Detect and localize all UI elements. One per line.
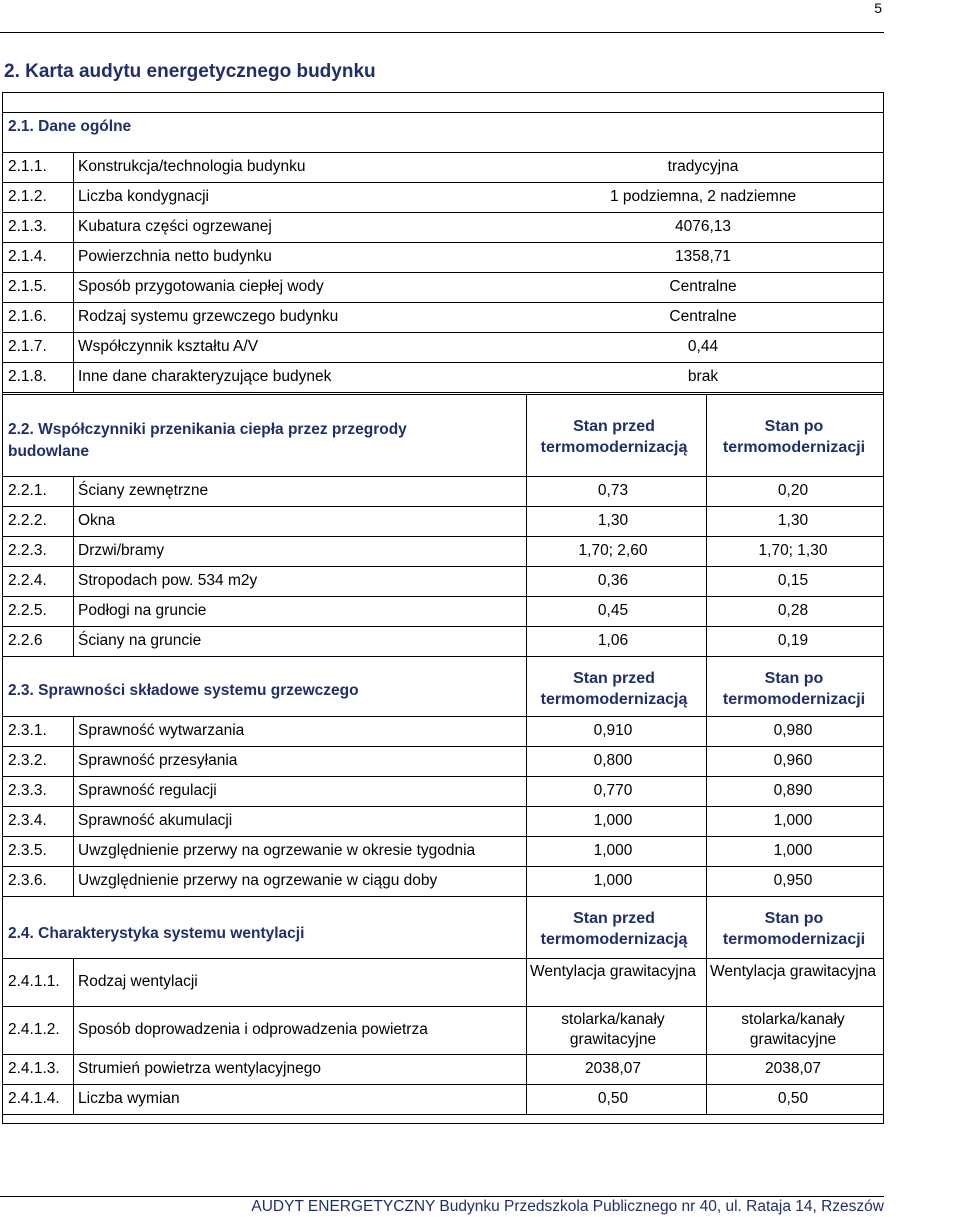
value-before: 2038,07 [584,1060,642,1077]
table-row [2,272,884,302]
row-number: 2.1.2. [8,188,47,205]
value-after: stolarka/kanały grawitacyjne [741,1011,845,1048]
grid-line [2,182,884,183]
row-label: Współczynnik kształtu A/V [78,338,259,355]
row-number: 2.1.5. [8,278,47,295]
row-number: 2.2.2. [8,512,47,529]
row-number: 2.1.4. [8,248,47,265]
grid-line [706,656,707,716]
grid-line [526,394,527,476]
grid-line [2,1006,884,1007]
row-value: 4076,13 [674,218,732,235]
table-row [2,332,884,362]
col-header-after: Stan po termomodernizacji [722,910,866,948]
row-number: 2.3.2. [8,752,47,769]
grid-line [2,1114,884,1115]
table-row [2,626,884,656]
value-after: 1,000 [773,812,813,829]
table-row [2,152,884,182]
value-before: 1,000 [593,872,633,889]
grid-line [2,596,884,597]
value-after: 1,000 [773,842,813,859]
row-number: 2.1.6. [8,308,47,325]
grid-line [2,1084,884,1085]
grid-line [2,476,884,477]
table-row [2,302,884,332]
value-before: 0,910 [593,722,633,739]
value-before: 1,30 [597,512,629,529]
table-row [2,1084,884,1114]
section-2-3-heading: 2.3. Sprawności składowe systemu grzewczego [8,682,359,699]
value-before: 1,000 [593,842,633,859]
value-before: stolarka/kanały grawitacyjne [561,1011,665,1048]
table-row [2,1054,884,1084]
row-label: Sposób przygotowania ciepłej wody [78,278,324,295]
grid-line [2,394,884,395]
value-after: 0,50 [777,1090,809,1107]
row-number: 2.4.1.2. [8,1021,60,1038]
value-after: 0,950 [773,872,813,889]
value-before: 1,06 [597,632,629,649]
grid-line [2,958,884,959]
value-after: 0,28 [777,602,809,619]
grid-line [706,896,707,958]
value-after: 0,20 [777,482,809,499]
row-number: 2.3.4. [8,812,47,829]
row-value: Centralne [669,278,737,295]
table-row [2,476,884,506]
grid-line [2,656,884,657]
value-after: 2038,07 [764,1060,822,1077]
row-label: Inne dane charakteryzujące budynek [78,368,332,385]
grid-line [2,506,884,507]
row-number: 2.3.5. [8,842,47,859]
row-number: 2.2.5. [8,602,47,619]
col-header-after: Stan po termomodernizacji [722,418,866,456]
value-after: 0,890 [773,782,813,799]
grid-line [706,394,707,476]
grid-line [526,656,527,716]
grid-line [2,362,884,363]
row-label: Liczba kondygnacji [78,188,209,205]
row-number: 2.1.7. [8,338,47,355]
value-after: 1,70; 1,30 [758,542,828,559]
row-label: Kubatura części ogrzewanej [78,218,272,235]
table-row [2,958,884,1006]
grid-line [2,1054,884,1055]
row-number: 2.4.1.3. [8,1060,60,1077]
table-row [2,866,884,896]
value-before: 1,000 [593,812,633,829]
table-row [2,362,884,392]
grid-line [2,746,884,747]
row-label: Konstrukcja/technologia budynku [78,158,306,175]
grid-line [2,332,884,333]
table-row [2,566,884,596]
row-label: Sprawność wytwarzania [78,722,245,739]
grid-line [2,566,884,567]
grid-line [2,536,884,537]
row-label: Uwzględnienie przerwy na ogrzewanie w ciągu doby [78,872,438,889]
grid-line [73,958,74,1114]
value-after: 1,30 [777,512,809,529]
row-number: 2.2.3. [8,542,47,559]
row-label: Powierzchnia netto budynku [78,248,272,265]
value-after: 0,960 [773,752,813,769]
value-after: 0,980 [773,722,813,739]
row-label: Podłogi na gruncie [78,602,207,619]
grid-line [2,242,884,243]
grid-line [706,958,707,1114]
value-before: 0,73 [597,482,629,499]
table-row [2,836,884,866]
grid-line [2,272,884,273]
value-before: Wentylacja grawitacyjna [530,963,696,980]
table-row [2,182,884,212]
grid-line [2,866,884,867]
page-footer: AUDYT ENERGETYCZNY Budynku Przedszkola Publicznego nr 40, ul. Rataja 14, Rzeszów [251,1198,884,1215]
grid-line [526,896,527,958]
value-before: 0,36 [597,572,629,589]
table-row [2,746,884,776]
row-number: 2.1.1. [8,158,47,175]
table-row [2,806,884,836]
value-before: 0,50 [597,1090,629,1107]
grid-line [2,716,884,717]
table-row [2,1006,884,1054]
row-value: tradycyjna [667,158,739,175]
grid-line [2,112,884,113]
table-row [2,212,884,242]
row-number: 2.2.4. [8,572,47,589]
row-label: Ściany zewnętrzne [78,482,209,499]
row-number: 2.1.3. [8,218,47,235]
table-row [2,776,884,806]
row-number: 2.3.1. [8,722,47,739]
value-after: 0,19 [777,632,809,649]
section-2-4-heading: 2.4. Charakterystyka systemu wentylacji [8,925,305,942]
row-value: brak [687,368,719,385]
value-before: 1,70; 2,60 [578,542,648,559]
col-header-before: Stan przed termomodernizacją [540,418,688,456]
grid-line [2,392,884,393]
row-label: Sprawność akumulacji [78,812,233,829]
col-header-before: Stan przed termomodernizacją [540,910,688,948]
row-number: 2.3.3. [8,782,47,799]
page-number: 5 [874,0,882,16]
footer-rule [0,1196,884,1197]
grid-line [2,152,884,153]
header-rule [0,32,884,33]
table-row [2,242,884,272]
row-number: 2.4.1.4. [8,1090,60,1107]
col-header-after: Stan po termomodernizacji [722,670,866,708]
value-before: 0,800 [593,752,633,769]
row-number: 2.2.1. [8,482,47,499]
grid-line [2,302,884,303]
row-label: Rodzaj systemu grzewczego budynku [78,308,339,325]
row-label: Okna [78,512,116,529]
document-title: 2. Karta audytu energetycznego budynku [4,61,376,82]
row-label: Sprawność przesyłania [78,752,238,769]
row-value: 1358,71 [674,248,732,265]
grid-line [2,896,884,897]
row-number: 2.3.6. [8,872,47,889]
row-number: 2.4.1.1. [8,973,60,990]
row-value: Centralne [669,308,737,325]
section-2-2-heading: 2.2. Współczynniki przenikania ciepła przez przegrody budowlane [8,421,407,460]
value-after: 0,15 [777,572,809,589]
row-number: 2.2.6 [8,632,43,649]
grid-line [2,626,884,627]
grid-line [2,836,884,837]
row-number: 2.1.8. [8,368,47,385]
row-label: Rodzaj wentylacji [78,973,198,990]
table-row [2,716,884,746]
value-after: Wentylacja grawitacyjna [710,963,876,980]
row-label: Drzwi/bramy [78,542,165,559]
row-label: Liczba wymian [78,1090,180,1107]
row-value: 0,44 [687,338,719,355]
table-row [2,536,884,566]
table-row [2,596,884,626]
row-label: Sprawność regulacji [78,782,217,799]
col-header-before: Stan przed termomodernizacją [540,670,688,708]
section-2-1-heading: 2.1. Dane ogólne [8,118,132,135]
row-label: Sposób doprowadzenia i odprowadzenia powietrza [78,1021,428,1038]
row-label: Strumień powietrza wentylacyjnego [78,1060,321,1077]
row-label: Uwzględnienie przerwy na ogrzewanie w okresie tygodnia [78,842,476,859]
grid-line [2,212,884,213]
table-row [2,506,884,536]
value-before: 0,45 [597,602,629,619]
row-label: Ściany na gruncie [78,632,202,649]
grid-line [526,958,527,1114]
row-label: Stropodach pow. 534 m2y [78,572,258,589]
grid-line [2,806,884,807]
grid-line [2,776,884,777]
row-value: 1 podziemna, 2 nadziemne [609,188,797,205]
value-before: 0,770 [593,782,633,799]
